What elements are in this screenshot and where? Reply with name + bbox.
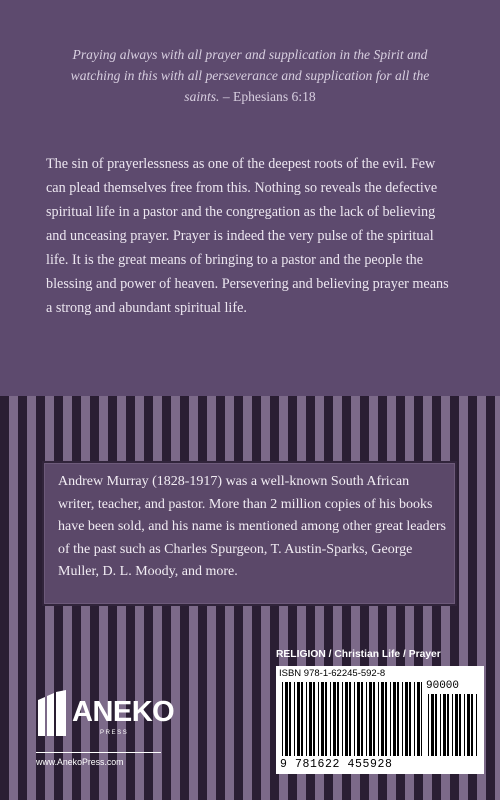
publisher-logo bbox=[36, 690, 176, 746]
epigraph bbox=[60, 44, 440, 107]
publisher-book-pages-icon bbox=[36, 690, 70, 738]
author-bio-box bbox=[42, 461, 457, 606]
isbn-label: ISBN 978-1-62245-592-8 bbox=[279, 668, 386, 679]
epigraph-quote: Praying always with all prayer and supplication in the Spirit and watching in this with all perseverance and supplication for all the saints. bbox=[70, 47, 430, 104]
epigraph-reference: – Ephesians 6:18 bbox=[219, 89, 316, 104]
publisher-sub: PRESS bbox=[100, 730, 129, 736]
book-category: RELIGION / Christian Life / Prayer bbox=[276, 649, 441, 660]
ean-number: 9 781622 455928 bbox=[280, 758, 393, 771]
barcode-main-bars bbox=[282, 682, 422, 756]
author-bio: Andrew Murray (1828-1917) was a well-known South African writer, teacher, and pastor. More than 2 million copies of his books have been sold, and his name is mentioned among other great leaders of the past such as Charles Spurgeon, T. Austin-Sparks, George Muller, D. L. Moody, and more. bbox=[58, 474, 446, 579]
publisher-website: www.AnekoPress.com bbox=[36, 757, 124, 767]
logo-divider bbox=[36, 752, 161, 753]
publisher-name: ANEKO bbox=[72, 696, 175, 728]
barcode-addon-bars bbox=[428, 694, 478, 756]
back-cover-top-panel bbox=[0, 0, 500, 396]
price-addon-number: 90000 bbox=[426, 680, 460, 692]
barcode-box bbox=[276, 666, 484, 774]
book-description: The sin of prayerlessness as one of the deepest roots of the evil. Few can plead themselves free from this. Nothing so reveals the defective spiritual life in a pastor and the congregation as the lack of believing and unceasing prayer. Prayer is indeed the very pulse of the spiritual life. It is the great means of bringing to a pastor and the people the blessing and power of heaven. Persevering and believing prayer means a strong and abundant spiritual life. bbox=[46, 156, 449, 316]
